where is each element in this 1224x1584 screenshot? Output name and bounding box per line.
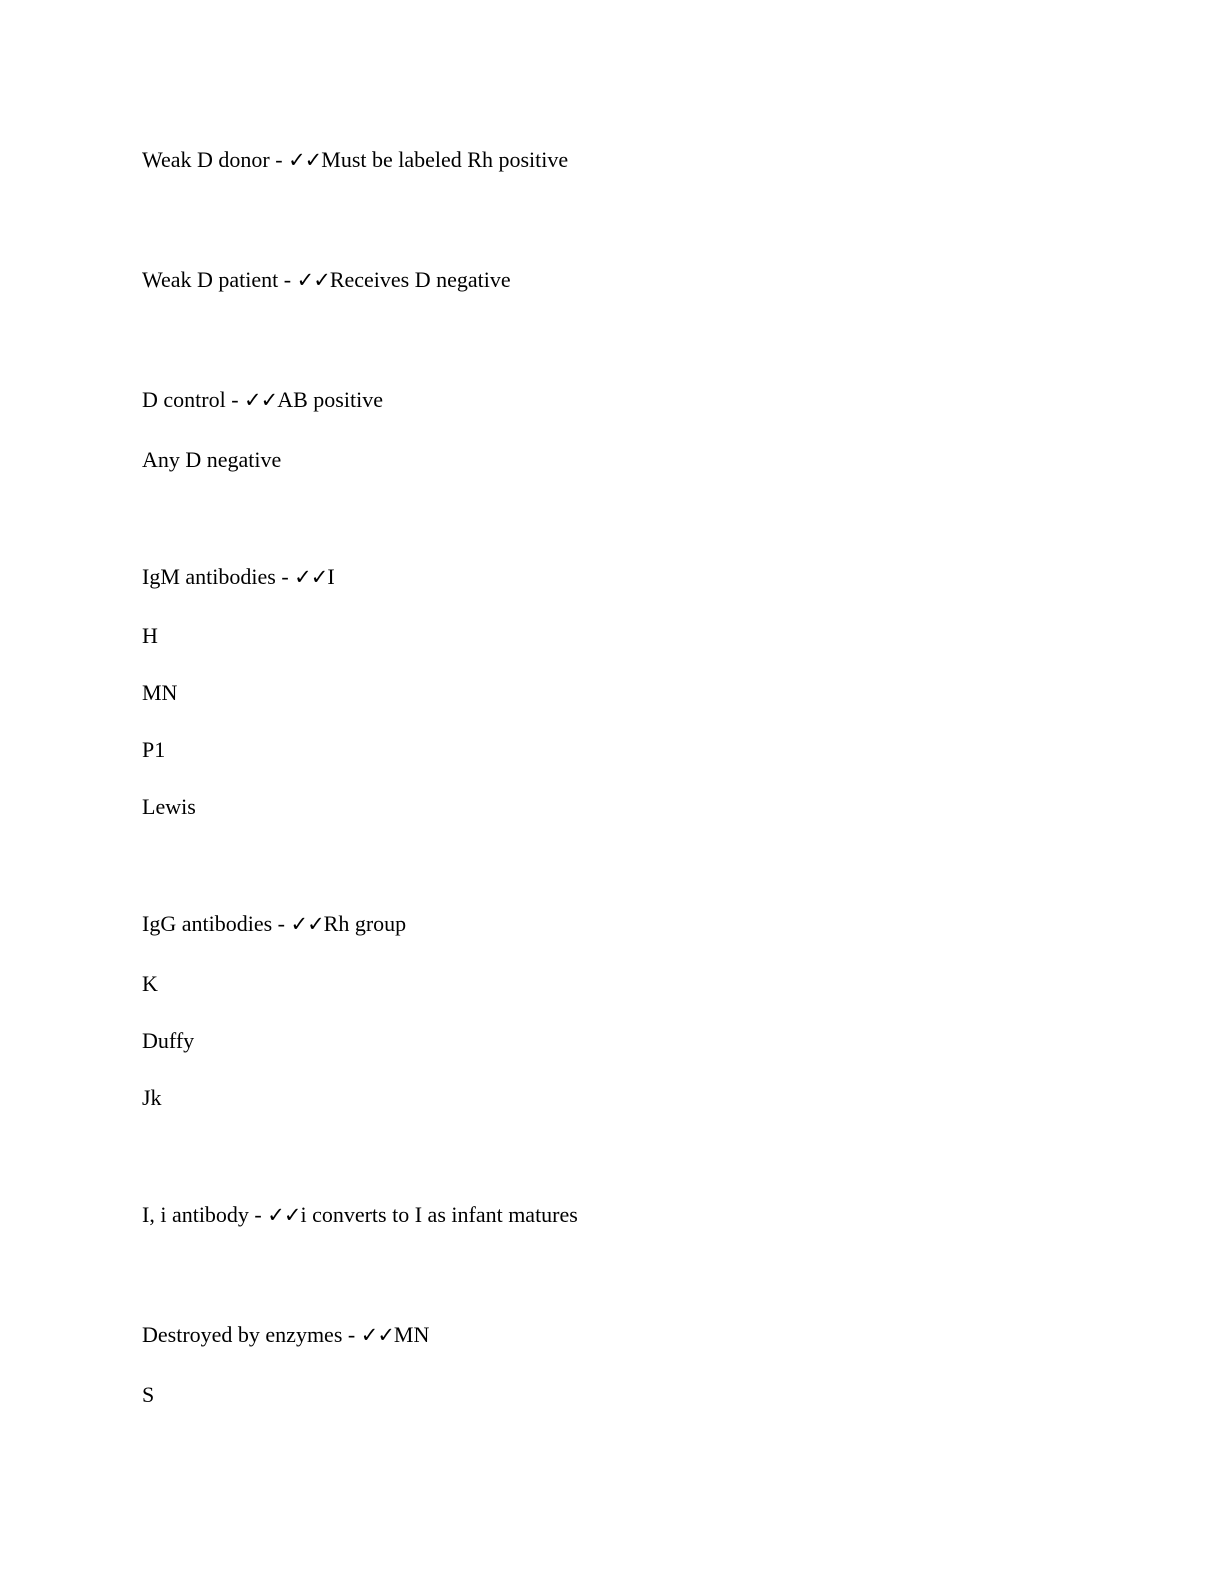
card-term: I, i antibody - xyxy=(142,1202,268,1227)
double-check-icon: ✓✓ xyxy=(267,1203,301,1227)
card-term: Destroyed by enzymes - xyxy=(142,1322,361,1347)
card-answer-continuation: Duffy xyxy=(142,1028,195,1053)
card-answer: Receives D negative xyxy=(329,267,511,292)
card-term: IgG antibodies - xyxy=(142,911,291,936)
card-answer: I xyxy=(327,564,335,589)
double-check-icon: ✓✓ xyxy=(288,148,322,172)
card-answer: MN xyxy=(393,1322,430,1347)
card-answer-continuation: Lewis xyxy=(142,794,196,819)
card-term: IgM antibodies - xyxy=(142,564,295,589)
card-answer: i converts to I as infant matures xyxy=(300,1202,578,1227)
card-answer-continuation: H xyxy=(142,623,158,648)
double-check-icon: ✓✓ xyxy=(360,1323,394,1347)
card-term-line xyxy=(142,146,568,174)
card-term-line xyxy=(142,1201,578,1229)
card-answer-continuation: P1 xyxy=(142,737,166,762)
card-term: D control - xyxy=(142,387,245,412)
card-answer: Rh group xyxy=(323,911,407,936)
card-term-line xyxy=(142,266,511,294)
double-check-icon: ✓✓ xyxy=(290,912,324,936)
card-term: Weak D donor - xyxy=(142,147,289,172)
card-answer-continuation: S xyxy=(142,1382,155,1407)
card-term-line xyxy=(142,1321,429,1349)
card-term: Weak D patient - xyxy=(142,267,297,292)
card-answer: Must be labeled Rh positive xyxy=(321,147,569,172)
card-answer-continuation: MN xyxy=(142,680,178,705)
card-answer-continuation: Jk xyxy=(142,1085,162,1110)
double-check-icon: ✓✓ xyxy=(244,388,278,412)
double-check-icon: ✓✓ xyxy=(294,565,328,589)
card-answer-continuation: Any D negative xyxy=(142,447,282,472)
card-answer: AB positive xyxy=(277,387,383,412)
card-term-line xyxy=(142,563,335,591)
double-check-icon: ✓✓ xyxy=(296,268,330,292)
card-term-line xyxy=(142,386,383,414)
card-answer-continuation: K xyxy=(142,971,158,996)
card-term-line xyxy=(142,910,406,938)
